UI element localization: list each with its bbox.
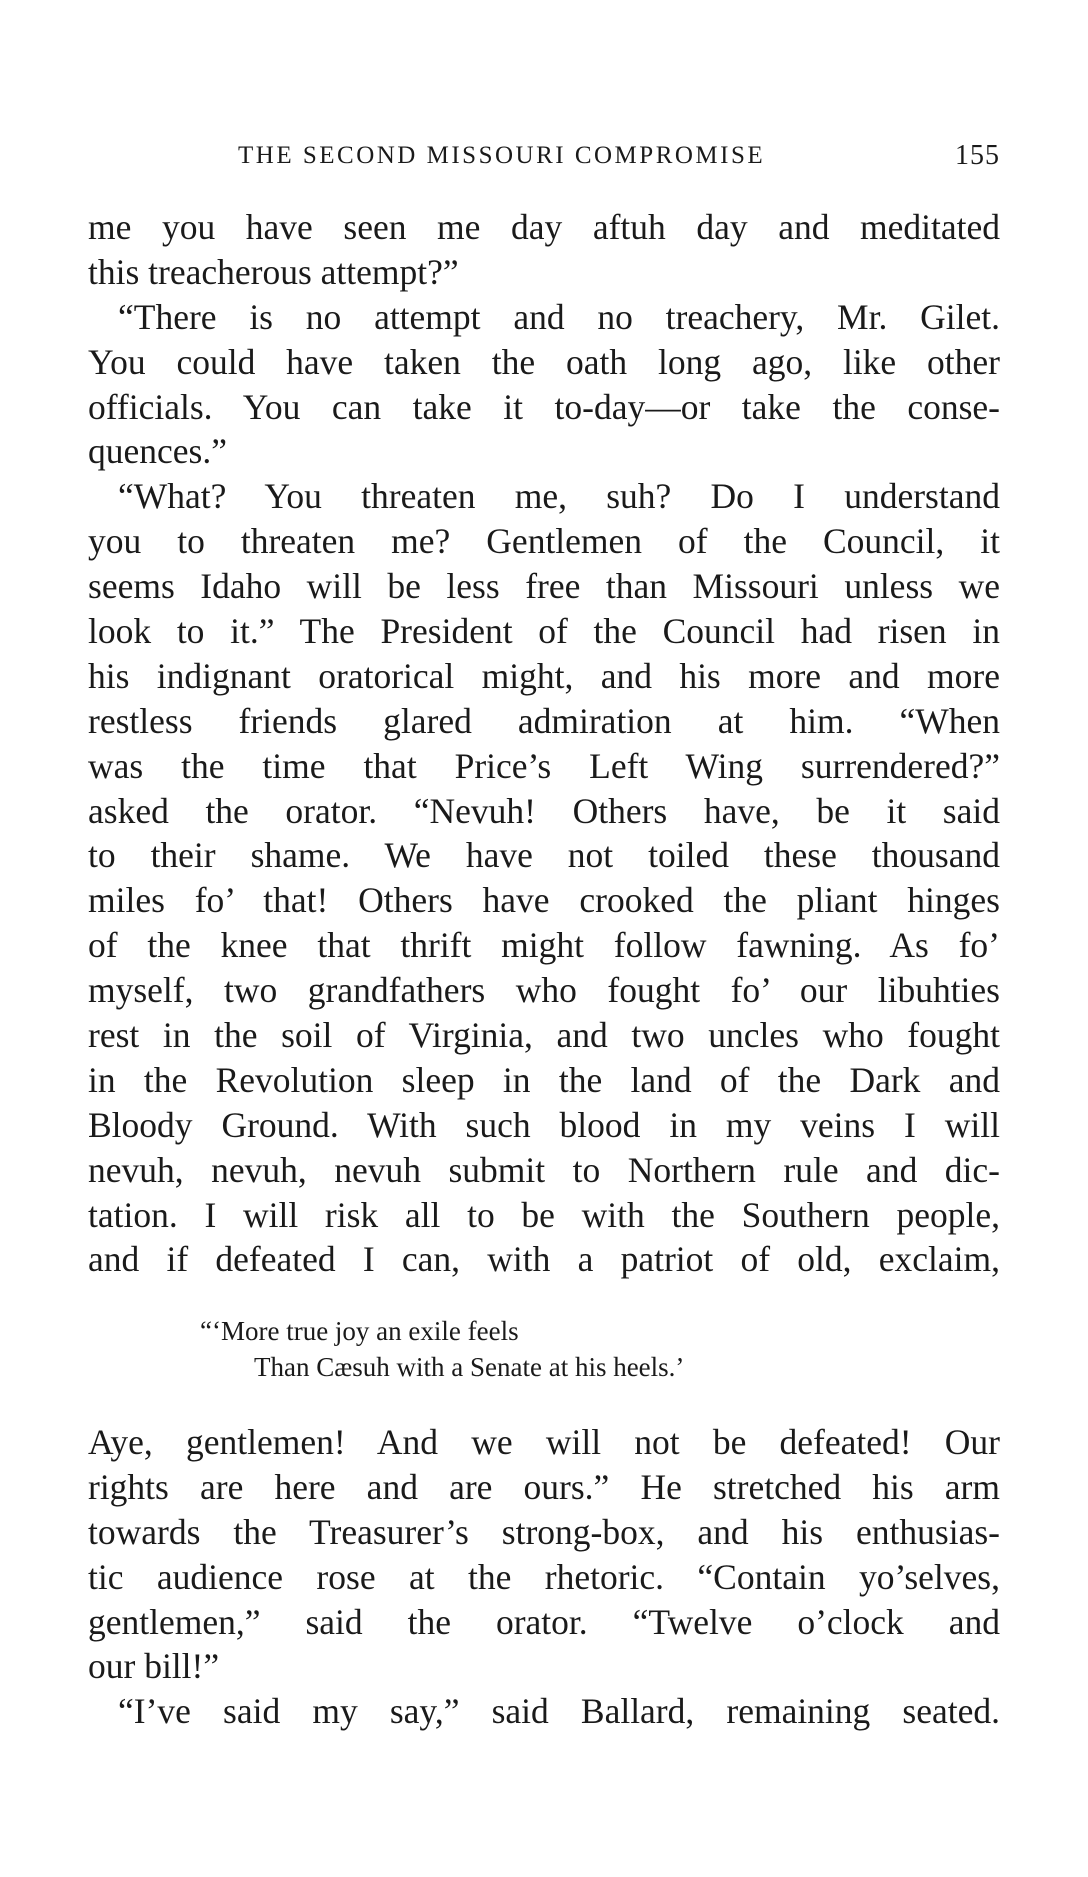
running-head [88, 136, 1000, 176]
text-line: of the knee that thrift might follow fawning. As fo’ [88, 925, 1000, 966]
text-line: tation. I will risk all to be with the Southern people, [88, 1194, 1000, 1235]
text-line: tic audience rose at the rhetoric. “Contain yo’selves, [88, 1556, 1000, 1597]
text-line: “I’ve said my say,” said Ballard, remaining seated. [118, 1691, 1000, 1732]
text-line: asked the orator. “Nevuh! Others have, be it said [88, 790, 1000, 831]
text-line: nevuh, nevuh, nevuh submit to Northern rule and dic- [88, 1149, 1000, 1190]
text-line: you to threaten me? Gentlemen of the Council, it [88, 521, 1000, 562]
text-line: You could have taken the oath long ago, like other [88, 341, 1000, 382]
text-line: miles fo’ that! Others have crooked the pliant hinges [88, 880, 1000, 921]
text-line: rest in the soil of Virginia, and two uncles who fought [88, 1015, 1000, 1056]
text-line: towards the Treasurer’s strong-box, and his enthusias- [88, 1511, 1000, 1552]
text-block-lower [88, 1420, 1000, 1734]
text-line: Aye, gentlemen! And we will not be defeated! Our [88, 1422, 1000, 1462]
text-line: and if defeated I can, with a patriot of old, exclaim, [88, 1239, 1000, 1280]
text-line: myself, two grandfathers who fought fo’ our libuhties [88, 970, 1000, 1011]
text-line: look to it.” The President of the Council had risen in [88, 611, 1000, 652]
verse-line: Than Cæsuh with a Senate at his heels.’ [254, 1352, 685, 1382]
text-line: in the Revolution sleep in the land of the Dark and [88, 1059, 1000, 1100]
text-line: restless friends glared admiration at him. “When [88, 700, 1000, 741]
text-line: quences.” [88, 431, 227, 472]
text-line: “There is no attempt and no treachery, Mr. Gilet. [118, 296, 1000, 337]
text-line: to their shame. We have not toiled these thousand [88, 835, 1000, 876]
verse-quotation [200, 1313, 684, 1385]
text-line: was the time that Price’s Left Wing surrendered?” [88, 745, 1000, 786]
text-line: me you have seen me day aftuh day and meditated [88, 207, 1000, 247]
text-line: this treacherous attempt?” [88, 251, 459, 292]
text-line: gentlemen,” said the orator. “Twelve o’clock and [88, 1601, 1000, 1642]
text-line: his indignant oratorical might, and his more and more [88, 655, 1000, 696]
text-line: seems Idaho will be less free than Missouri unless we [88, 566, 1000, 607]
text-line: Bloody Ground. With such blood in my veins I will [88, 1104, 1000, 1145]
text-line: our bill!” [88, 1646, 220, 1687]
running-title: THE SECOND MISSOURI COMPROMISE [238, 142, 766, 169]
page-number: 155 [955, 140, 1000, 171]
text-line: “What? You threaten me, suh? Do I understand [118, 476, 1000, 517]
verse-line: “‘More true joy an exile feels [200, 1316, 519, 1346]
text-block-upper [88, 205, 1000, 1282]
text-line: officials. You can take it to-day—or take the conse- [88, 386, 1000, 427]
text-line: rights are here and are ours.” He stretched his arm [88, 1466, 1000, 1507]
